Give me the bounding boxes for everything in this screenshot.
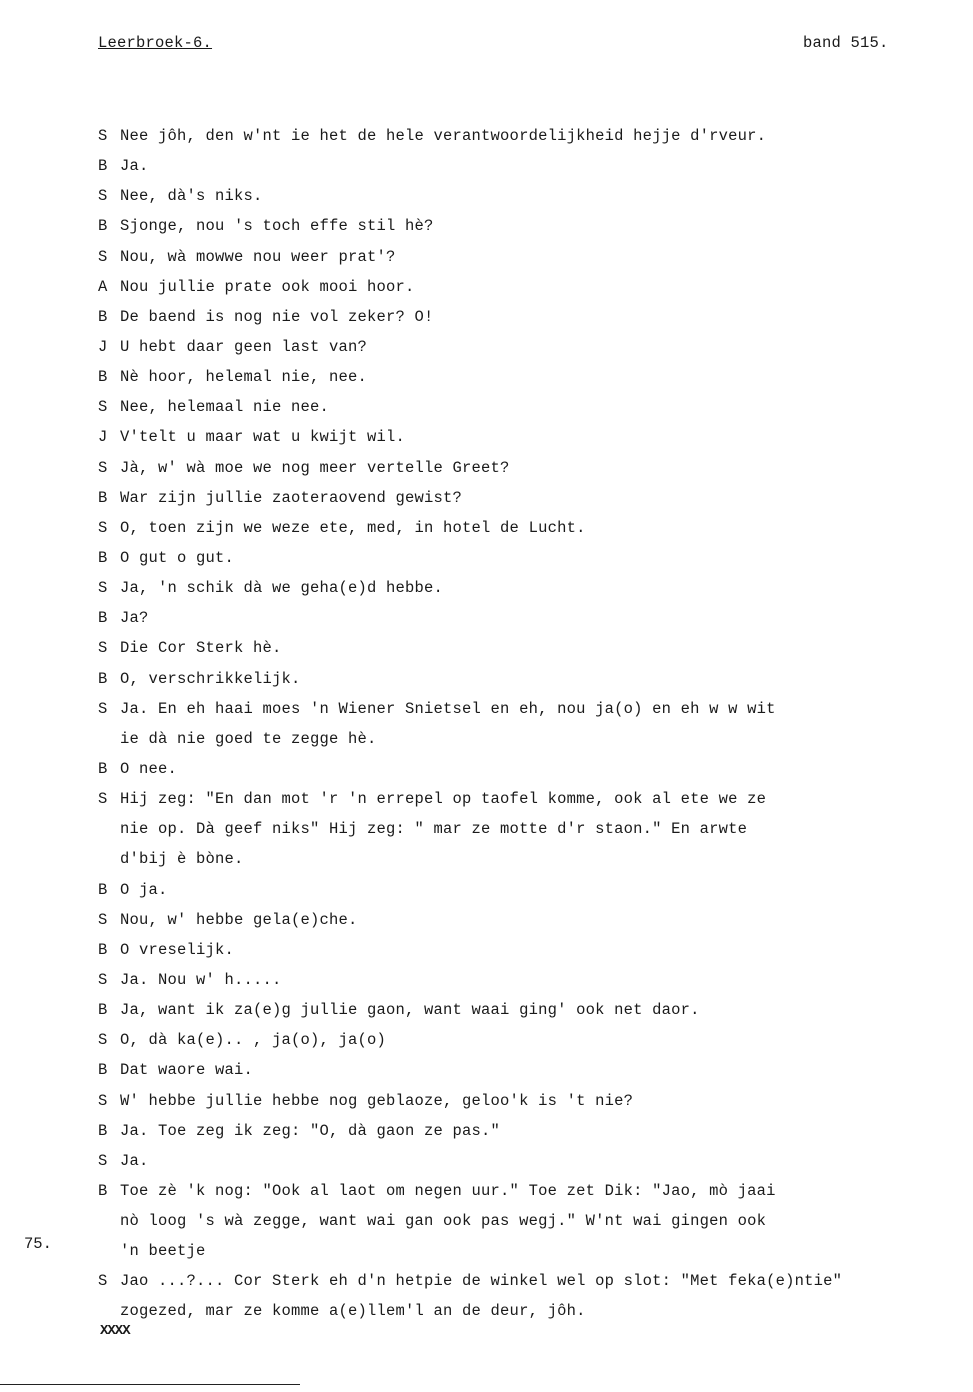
transcript-line xyxy=(98,483,948,513)
document-header-band: band 515. xyxy=(803,34,889,52)
transcript-line xyxy=(98,1266,948,1296)
speaker-label: B xyxy=(98,1061,108,1080)
utterance-text: W' hebbe jullie hebbe nog geblaoze, geloo'k is 't nie? xyxy=(120,1091,634,1110)
transcript-line xyxy=(98,844,948,874)
transcript-line xyxy=(98,603,948,633)
transcript-line xyxy=(98,513,948,543)
utterance-text: Hij zeg: "En dan mot 'r 'n errepel op taofel komme, ook al ete we ze xyxy=(120,790,767,809)
speaker-label: J xyxy=(98,428,108,447)
utterance-text: Jao ...?... Cor Sterk eh d'n hetpie de winkel wel op slot: "Met feka(e)ntie" xyxy=(120,1272,843,1291)
speaker-label: B xyxy=(98,609,108,628)
utterance-text: O, dà ka(e).. , ja(o), ja(o) xyxy=(120,1031,387,1050)
speaker-label: B xyxy=(98,759,108,778)
transcript-line xyxy=(98,995,948,1025)
utterance-text: Nè hoor, helemal nie, nee. xyxy=(120,368,368,387)
transcript-line xyxy=(98,1236,948,1266)
transcript-line xyxy=(98,965,948,995)
transcript-line xyxy=(98,694,948,724)
utterance-text: Ja. En eh haai moes 'n Wiener Snietsel en eh, nou ja(o) en eh w w wit xyxy=(120,699,776,718)
utterance-text: Nou, wà mowwe nou weer prat'? xyxy=(120,247,396,266)
transcript-line xyxy=(98,664,948,694)
transcript-line xyxy=(98,332,948,362)
speaker-label: S xyxy=(98,910,108,929)
transcript-line xyxy=(98,362,948,392)
utterance-text: nie op. Dà geef niks" Hij zeg: " mar ze motte d'r staon." En arwte xyxy=(120,820,748,839)
utterance-text: Ja, 'n schik dà we geha(e)d hebbe. xyxy=(120,579,444,598)
speaker-label: B xyxy=(98,307,108,326)
speaker-label: S xyxy=(98,458,108,477)
utterance-text: O, toen zijn we weze ete, med, in hotel de Lucht. xyxy=(120,518,586,537)
speaker-label: S xyxy=(98,187,108,206)
utterance-text: O nee. xyxy=(120,759,178,778)
speaker-label: B xyxy=(98,488,108,507)
speaker-label: B xyxy=(98,669,108,688)
utterance-text: Ja, want ik za(e)g jullie gaon, want waai ging' ook net daor. xyxy=(120,1001,700,1020)
utterance-text: Ja. Toe zeg ik zeg: "O, dà gaon ze pas." xyxy=(120,1121,501,1140)
speaker-label: B xyxy=(98,940,108,959)
transcript-line xyxy=(98,302,948,332)
transcript-line xyxy=(98,1086,948,1116)
transcript-line xyxy=(98,754,948,784)
transcript-line xyxy=(98,392,948,422)
transcript-line xyxy=(98,573,948,603)
speaker-label: S xyxy=(98,1031,108,1050)
transcript-line xyxy=(98,784,948,814)
utterance-text: O vreselijk. xyxy=(120,940,235,959)
document-header-title: Leerbroek-6. xyxy=(98,34,213,52)
speaker-label: B xyxy=(98,548,108,567)
utterance-text: Ja. xyxy=(120,1151,149,1170)
speaker-label: S xyxy=(98,639,108,658)
utterance-text: ie dà nie goed te zegge hè. xyxy=(120,729,377,748)
speaker-label: B xyxy=(98,368,108,387)
transcript-body xyxy=(98,121,948,1327)
transcript-line xyxy=(98,935,948,965)
speaker-label: B xyxy=(98,1181,108,1200)
utterance-text: Nee jôh, den w'nt ie het de hele verantwoordelijkheid hejje d'rveur. xyxy=(120,127,767,145)
utterance-text: Toe zè 'k nog: "Ook al laot om negen uur." Toe zet Dik: "Jao, mò jaai xyxy=(120,1181,776,1200)
transcript-line xyxy=(98,453,948,483)
footnote-rule xyxy=(0,1384,300,1385)
speaker-label: S xyxy=(98,518,108,537)
utterance-text: V'telt u maar wat u kwijt wil. xyxy=(120,428,406,447)
speaker-label: B xyxy=(98,217,108,236)
utterance-text: Ja. Nou w' h..... xyxy=(120,970,282,989)
transcript-line xyxy=(98,1176,948,1206)
utterance-text: Nee, dà's niks. xyxy=(120,187,263,206)
speaker-label: S xyxy=(98,1151,108,1170)
utterance-text: Dat waore wai. xyxy=(120,1061,254,1080)
utterance-text: 'n beetje xyxy=(120,1242,206,1261)
utterance-text: O gut o gut. xyxy=(120,548,235,567)
transcript-line xyxy=(98,1055,948,1085)
margin-line-number: 75. xyxy=(24,1235,52,1253)
end-mark: XXXX xyxy=(100,1323,130,1339)
speaker-label: S xyxy=(98,790,108,809)
speaker-label: S xyxy=(98,127,108,145)
transcript-line xyxy=(98,1206,948,1236)
transcript-line xyxy=(98,211,948,241)
transcript-line xyxy=(98,633,948,663)
speaker-label: S xyxy=(98,579,108,598)
speaker-label: B xyxy=(98,157,108,176)
transcript-line xyxy=(98,1146,948,1176)
speaker-label: J xyxy=(98,337,108,356)
transcript-line xyxy=(98,242,948,272)
speaker-label: B xyxy=(98,1121,108,1140)
speaker-label: A xyxy=(98,277,108,296)
speaker-label: B xyxy=(98,1001,108,1020)
utterance-text: Nou jullie prate ook mooi hoor. xyxy=(120,277,415,296)
utterance-text: Ja. xyxy=(120,157,149,176)
utterance-text: zogezed, mar ze komme a(e)llem'l an de deur, jôh. xyxy=(120,1302,586,1321)
transcript-line xyxy=(98,543,948,573)
utterance-text: Jà, w' wà moe we nog meer vertelle Greet? xyxy=(120,458,510,477)
utterance-text: U hebt daar geen last van? xyxy=(120,337,368,356)
speaker-label: S xyxy=(98,247,108,266)
transcript-line xyxy=(98,905,948,935)
speaker-label: S xyxy=(98,699,108,718)
transcript-line xyxy=(98,875,948,905)
transcript-line xyxy=(98,272,948,302)
speaker-label: S xyxy=(98,398,108,417)
transcript-line xyxy=(98,151,948,181)
utterance-text: O, verschrikkelijk. xyxy=(120,669,301,688)
utterance-text: War zijn jullie zaoteraovend gewist? xyxy=(120,488,463,507)
speaker-label: B xyxy=(98,880,108,899)
utterance-text: d'bij è bòne. xyxy=(120,850,244,869)
transcript-line xyxy=(98,121,948,151)
speaker-label: S xyxy=(98,970,108,989)
transcript-line xyxy=(98,181,948,211)
utterance-text: nò loog 's wà zegge, want wai gan ook pas wegj." W'nt wai gingen ook xyxy=(120,1212,767,1231)
transcript-line xyxy=(98,1296,948,1326)
utterance-text: Nou, w' hebbe gela(e)che. xyxy=(120,910,358,929)
utterance-text: Sjonge, nou 's toch effe stil hè? xyxy=(120,217,434,236)
transcript-line xyxy=(98,1116,948,1146)
transcript-line xyxy=(98,422,948,452)
speaker-label: S xyxy=(98,1091,108,1110)
speaker-label: S xyxy=(98,1272,108,1291)
transcript-line xyxy=(98,1025,948,1055)
transcript-line xyxy=(98,814,948,844)
utterance-text: Ja? xyxy=(120,609,149,628)
utterance-text: De baend is nog nie vol zeker? O! xyxy=(120,307,434,326)
utterance-text: O ja. xyxy=(120,880,168,899)
utterance-text: Die Cor Sterk hè. xyxy=(120,639,282,658)
utterance-text: Nee, helemaal nie nee. xyxy=(120,398,330,417)
transcript-line xyxy=(98,724,948,754)
